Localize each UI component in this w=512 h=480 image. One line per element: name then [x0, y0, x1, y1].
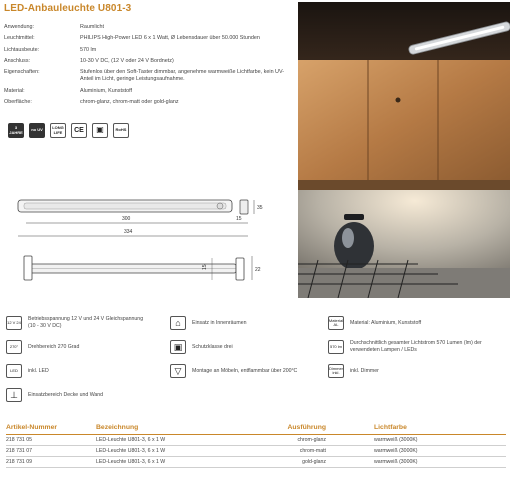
ce-mark-icon: CE: [71, 123, 87, 138]
feature-text: Material: Aluminium, Kunststoff: [350, 319, 422, 326]
spec-row-properties: [4, 69, 294, 84]
article-table: [6, 424, 506, 468]
feature-list: [6, 316, 506, 416]
ceiling-wall-icon: ⊥: [6, 388, 22, 402]
feature-item: [328, 316, 468, 330]
feature-text: Schutzklasse drei: [192, 343, 233, 350]
table-row: [6, 435, 506, 446]
feature-item: [6, 316, 146, 330]
spec-value: 10-30 V DC, (12 V oder 24 V Bordnetz): [80, 57, 174, 64]
cell-designation: LED-Leuchte U801-3, 6 x 1 W: [96, 459, 166, 465]
warranty-3-years-icon: 3 JAHRE: [8, 123, 24, 138]
feature-item: [170, 364, 332, 378]
spec-row-material: [4, 88, 294, 95]
cell-article-number: 218 731 07: [6, 448, 32, 454]
spec-row-application: [4, 24, 294, 31]
dimension-depth: 15: [236, 216, 242, 222]
cell-designation: LED-Leuchte U801-3, 6 x 1 W: [96, 437, 166, 443]
feature-item: [6, 364, 146, 378]
indoor-use-icon: ⌂: [170, 316, 186, 330]
spec-label: Lichtausbeute:: [4, 46, 40, 53]
spec-label: Anschluss:: [4, 57, 31, 64]
voltage-icon: 12 V 24: [6, 316, 22, 330]
column-header-light-color: Lichtfarbe: [374, 424, 407, 431]
table-row: [6, 446, 506, 457]
feature-text: inkl. LED: [28, 367, 49, 374]
feature-item: [170, 316, 310, 330]
column-header-article-number: Artikel-Nummer: [6, 424, 57, 431]
dimension-length-inner: 300: [122, 216, 131, 222]
dimension-height-top: 35: [257, 205, 263, 211]
feature-item: [328, 340, 500, 354]
page-title: LED-Anbauleuchte U801-3: [4, 3, 132, 14]
cell-article-number: 218 731 05: [6, 437, 32, 443]
cell-light-color: warmweiß (3000K): [374, 448, 418, 454]
cell-light-color: warmweiß (3000K): [374, 459, 418, 465]
feature-text: inkl. Dimmer: [350, 367, 379, 374]
spec-label: Material:: [4, 87, 25, 94]
feature-item: [328, 364, 468, 378]
product-photo: [298, 2, 510, 298]
cell-designation: LED-Leuchte U801-3, 6 x 1 W: [96, 448, 166, 454]
protection-class-icon: ▣: [92, 123, 108, 138]
column-header-designation: Bezeichnung: [96, 424, 139, 431]
material-icon: Material AL: [328, 316, 344, 330]
spec-row-luminous-flux: [4, 47, 294, 54]
feature-item: [6, 388, 146, 402]
spec-list: [4, 24, 294, 110]
cell-finish: chrom-glanz: [297, 437, 326, 443]
cell-light-color: warmweiß (3000K): [374, 437, 418, 443]
cell-finish: gold-glanz: [302, 459, 326, 465]
spec-value: Raumlicht: [80, 24, 104, 30]
feature-text: Durchschnittlich gesamter Lichtstrom 570 Lumen (lm) der verwendeten Lampen / LEDs: [350, 340, 482, 353]
feature-item: [170, 340, 310, 354]
spec-label: Leuchtmittel:: [4, 35, 35, 42]
furniture-mount-icon: ▽: [170, 364, 186, 378]
spec-row-surface: [4, 99, 294, 106]
dimmer-icon: Dimmer inkl.: [328, 364, 344, 378]
rotation-icon: 270°: [6, 340, 22, 354]
dimension-height-side: 22: [255, 267, 261, 273]
luminous-flux-icon: 570 lm: [328, 340, 344, 354]
technical-drawing: [10, 192, 290, 302]
dimension-length-outer: 334: [124, 229, 133, 235]
spec-row-lamp: [4, 35, 294, 42]
spec-value: chrom-glanz, chrom-matt oder gold-glanz: [80, 99, 179, 106]
led-icon: LED: [6, 364, 22, 378]
spec-label: Eigenschaften:: [4, 69, 40, 76]
spec-value: Stufenlos über den Soft-Taster dimmbar, angenehme warmweiße Lichtfarbe, kein UV-Anteil im Licht, geringe Leistungsaufnahme.: [80, 69, 285, 83]
feature-text: Montage an Möbeln, entflammbar über 200°C: [192, 367, 298, 374]
feature-text: Drehbereich 270 Grad: [28, 343, 80, 350]
spec-value: 570 lm: [80, 46, 97, 53]
spec-value: Aluminium, Kunststoff: [80, 87, 133, 94]
dimension-drawing-svg: [10, 192, 290, 302]
feature-text: Einsatzbereich Decke und Wand: [28, 391, 104, 398]
cell-finish: chrom-matt: [299, 448, 326, 454]
spec-value: PHILIPS High-Power LED 6 x 1 Watt, Ø Lebensdauer über 50.000 Stunden: [80, 35, 260, 42]
spec-label: Anwendung:: [4, 24, 34, 30]
table-row: [6, 457, 506, 468]
spec-row-connection: [4, 58, 294, 65]
certification-icons: [8, 123, 129, 138]
rohs-icon: RoHS: [113, 123, 129, 138]
spec-label: Oberfläche:: [4, 99, 32, 106]
table-header: [6, 424, 506, 435]
feature-item: [6, 340, 146, 354]
kitchen-scene-illustration: [298, 2, 510, 298]
cell-article-number: 218 731 09: [6, 459, 32, 465]
dimension-height-mid: 15: [202, 264, 208, 270]
feature-text: Betriebsspannung 12 V und 24 V Gleichspannung (10 - 30 V DC): [28, 316, 144, 329]
column-header-finish: Ausführung: [287, 424, 326, 431]
long-life-icon: LONG LIFE: [50, 123, 66, 138]
feature-text: Einsatz in Innenräumen: [192, 319, 247, 326]
no-uv-icon: no UV: [29, 123, 45, 138]
protection-class-icon: ▣: [170, 340, 186, 354]
